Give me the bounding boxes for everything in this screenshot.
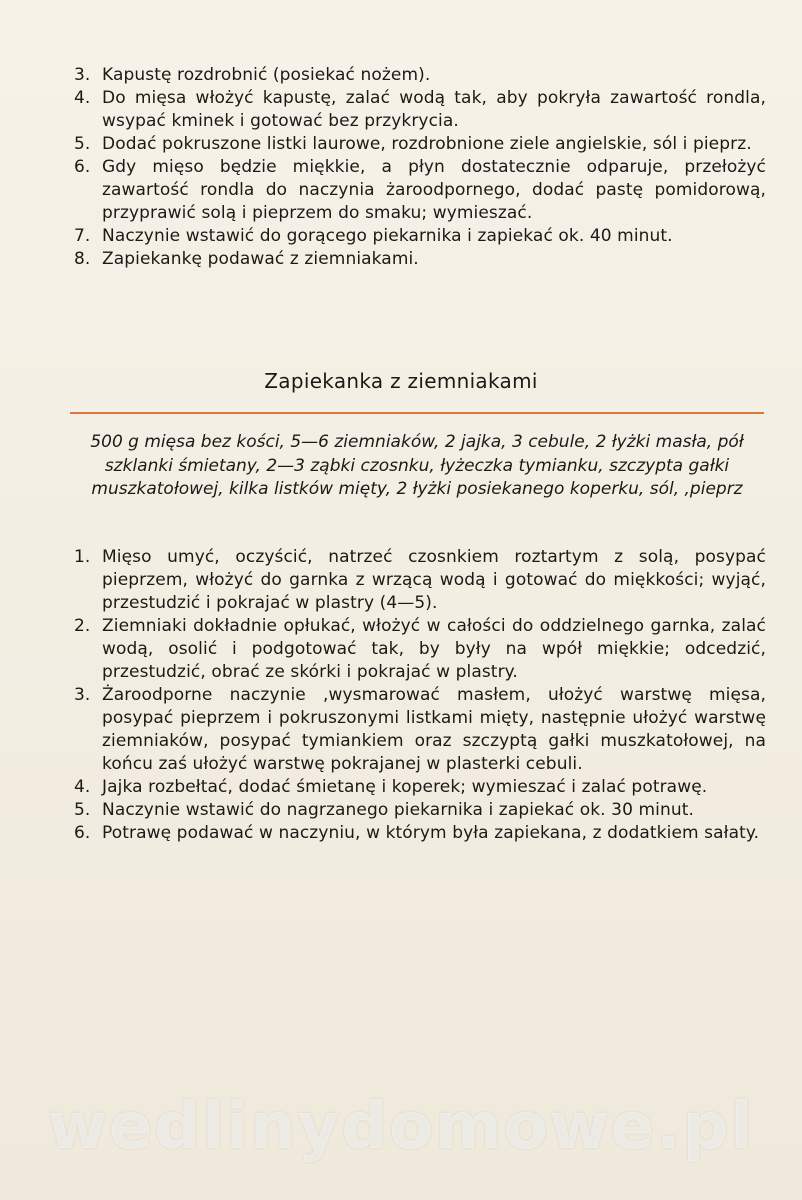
recipe-title: Zapiekanka z ziemniakami	[264, 369, 538, 393]
step-item	[70, 248, 766, 271]
site-watermark: wedlinydomowe.pl	[47, 1090, 755, 1164]
step-item	[70, 87, 766, 133]
step-text: Potrawę podawać w naczyniu, w którym była zapiekana, z dodatkiem sałaty.	[102, 823, 760, 843]
step-text: Ziemniaki dokładnie opłukać, włożyć w całości do oddzielnego garnka, zalać wodą, osolić i podgotować tak, by były na wpół miękkie; odcedzić, przestudzić, obrać ze skórki i pokrajać w plastry.	[102, 616, 766, 682]
step-text: Zapiekankę podawać z ziemniakami.	[102, 249, 419, 269]
step-item	[70, 776, 766, 799]
title-underline-divider	[70, 412, 764, 414]
step-text: Gdy mięso będzie miękkie, a płyn dostatecznie odparuje, przełożyć zawartość rondla do naczynia żaroodpornego, dodać pastę pomidorową, przyprawić solą i pieprzem do smaku; wymieszać.	[102, 157, 766, 223]
step-number: 5.	[74, 134, 91, 154]
step-text: Kapustę rozdrobnić (posiekać nożem).	[102, 65, 431, 85]
step-number: 7.	[74, 226, 91, 246]
step-text: Mięso umyć, oczyścić, natrzeć czosnkiem roztartym z solą, posypać pieprzem, włożyć do garnka z wrzącą wodą i gotować do miękkości; wyjąć, przestudzić i pokrajać w plastry (4—5).	[102, 547, 766, 613]
step-text: Naczynie wstawić do gorącego piekarnika i zapiekać ok. 40 minut.	[102, 226, 673, 246]
step-text: Naczynie wstawić do nagrzanego piekarnika i zapiekać ok. 30 minut.	[102, 800, 695, 820]
step-number: 5.	[74, 800, 91, 820]
recipe-steps-list	[70, 546, 766, 845]
step-item	[70, 156, 766, 225]
step-item	[70, 225, 766, 248]
step-item	[70, 822, 766, 845]
step-text: Dodać pokruszone listki laurowe, rozdrobnione ziele angielskie, sól i pieprz.	[102, 134, 752, 154]
step-item	[70, 615, 766, 684]
step-number: 3.	[74, 65, 91, 85]
step-number: 2.	[74, 616, 91, 636]
step-number: 4.	[74, 777, 91, 797]
step-number: 8.	[74, 249, 91, 269]
step-number: 1.	[74, 547, 91, 567]
step-number: 3.	[74, 685, 91, 705]
step-text: Jajka rozbełtać, dodać śmietanę i koperek; wymieszać i zalać potrawę.	[102, 777, 708, 797]
step-number: 4.	[74, 88, 91, 108]
continued-steps-list	[70, 64, 766, 271]
step-number: 6.	[74, 823, 91, 843]
step-text: Do mięsa włożyć kapustę, zalać wodą tak, aby pokryła zawartość rondla, wsypać kminek i gotować bez przykrycia.	[102, 88, 766, 131]
step-number: 6.	[74, 157, 91, 177]
ingredients-list: 500 g mięsa bez kości, 5—6 ziemniaków, 2 jajka, 3 cebule, 2 łyżki masła, pół szklanki śmietany, 2—3 ząbki czosnku, łyżeczka tymianku, szczypta gałki muszkatołowej, kilka listków mięty, 2 łyżki posiekanego koperku, sól, ,pieprz	[90, 432, 744, 499]
step-item	[70, 684, 766, 776]
step-text: Żaroodporne naczynie ,wysmarować masłem, ułożyć warstwę mięsa, posypać pieprzem i pokruszonymi listkami mięty, następnie ułożyć warstwę ziemniaków, posypać tymiankiem oraz szczyptą gałki muszkatołowej, na końcu zaś ułożyć warstwę pokrajanej w plasterki cebuli.	[102, 685, 766, 774]
step-item	[70, 799, 766, 822]
step-item	[70, 546, 766, 615]
step-item	[70, 133, 766, 156]
step-item	[70, 64, 766, 87]
